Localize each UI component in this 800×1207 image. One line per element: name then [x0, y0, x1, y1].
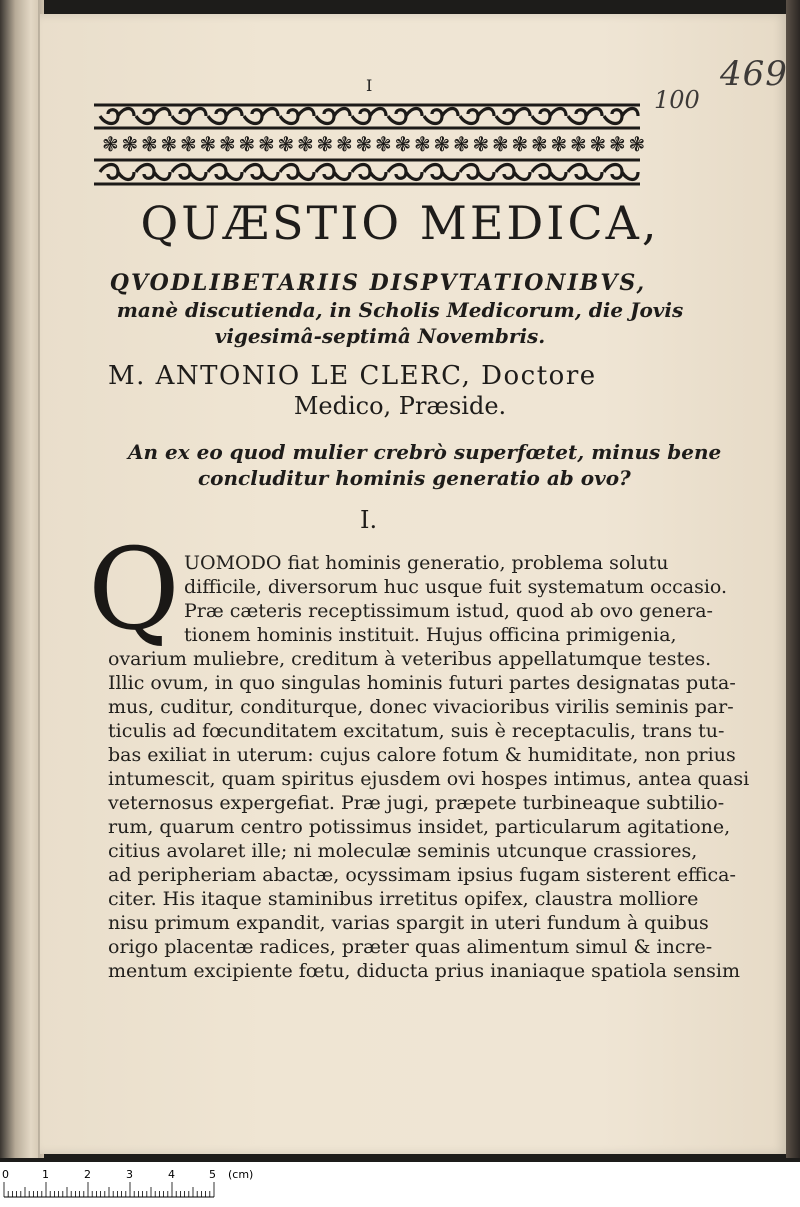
scale-tick-label: 5 — [209, 1168, 216, 1181]
star-ornament: ❃ — [531, 132, 548, 156]
scale-tick-label: 1 — [42, 1168, 49, 1181]
star-ornament: ❃ — [258, 132, 275, 156]
section-number: I. — [360, 506, 378, 534]
scroll-ornament — [460, 109, 494, 124]
star-ornament: ❃ — [102, 132, 119, 156]
scale-ruler — [4, 1182, 214, 1198]
scale-tick-label: 3 — [126, 1168, 133, 1181]
star-ornament: ❃ — [180, 132, 197, 156]
signature-mark: I — [366, 76, 373, 95]
body-line: ad peripheriam abactæ, ocyssimam ipsius fugam sisterent effica- — [108, 864, 736, 886]
star-ornament: ❃ — [492, 132, 509, 156]
scroll-ornament — [424, 165, 458, 180]
body-line: nisu primum expandit, varias spargit in uteri fundum à quibus — [108, 912, 709, 934]
star-ornament: ❃ — [433, 132, 451, 156]
star-ornament: ❃ — [355, 132, 373, 156]
scroll-ornament — [100, 109, 134, 124]
star-ornament: ❃ — [238, 132, 256, 156]
scroll-ornament — [532, 165, 566, 180]
body-line: rum, quarum centro potissimus insidet, particularum agitatione, — [108, 816, 731, 838]
folio-number: 469 — [720, 54, 788, 94]
body-line: mus, cuditur, conditurque, donec vivacioribus virilis seminis par- — [108, 696, 734, 718]
scale-tick-label: 0 — [2, 1168, 9, 1181]
question-line-2: concluditur hominis generatio ab ovo? — [198, 466, 631, 490]
body-line: citius avolaret ille; ni moleculæ seminis utcunque crassiores, — [108, 840, 698, 862]
star-ornament: ❃ — [141, 132, 158, 156]
body-line: intumescit, quam spiritus ejusdem ovi hospes intimus, antea quasi — [108, 768, 750, 790]
body-line: veternosus expergefiat. Præ jugi, præpete turbineaque subtilio- — [108, 792, 725, 814]
subtitle-line-2: manè discutienda, in Scholis Medicorum, die Jovis — [116, 298, 684, 322]
subtitle-line-3: vigesimâ-septimâ Novembris. — [214, 324, 546, 348]
body-line: bas exiliat in uterum: cujus calore fotum & humiditate, non prius — [108, 744, 736, 766]
scroll-ornament — [208, 165, 242, 180]
star-ornament: ❃ — [297, 132, 314, 156]
body-line: Præ cæteris receptissimum istud, quod ab ovo genera- — [184, 600, 713, 622]
scroll-ornament — [280, 165, 314, 180]
body-line: Illic ovum, in quo singulas hominis futuri partes designatas puta- — [108, 672, 736, 694]
star-ornament: ❃ — [589, 132, 607, 156]
page-number: 100 — [654, 86, 700, 114]
right-page-edge — [786, 0, 800, 1158]
star-ornament: ❃ — [414, 132, 431, 156]
scroll-ornament — [244, 109, 278, 124]
body-line: origo placentæ radices, præter quas alimentum simul & incre- — [108, 936, 713, 958]
star-ornament: ❃ — [277, 132, 295, 156]
star-ornament: ❃ — [472, 132, 490, 156]
scale-unit: (cm) — [228, 1168, 254, 1181]
praeses-title: Medico, Præside. — [293, 392, 507, 420]
scroll-ornament — [172, 165, 206, 180]
star-ornament: ❃ — [628, 132, 646, 156]
star-ornament: ❃ — [511, 132, 529, 156]
ornamental-headpiece — [94, 102, 646, 186]
scroll-ornament — [136, 165, 170, 180]
drop-cap: Q — [88, 525, 180, 655]
question-line-1: An ex eo quod mulier crebrò superfœtet, minus bene — [128, 440, 722, 464]
star-ornament: ❃ — [394, 132, 412, 156]
star-ornament: ❃ — [160, 132, 178, 156]
headpiece-star-row — [102, 132, 645, 156]
body-line: UOMODO fiat hominis generatio, problema solutu — [184, 552, 669, 574]
subtitle-line-1: QVODLIBETARIIS DISPVTATIONIBVS, — [109, 270, 647, 296]
scale-tick-label: 2 — [84, 1168, 91, 1181]
scroll-ornament — [388, 165, 422, 180]
scroll-ornament — [496, 109, 530, 124]
body-line: citer. His itaque staminibus irretitus opifex, claustra molliore — [108, 888, 699, 910]
scroll-ornament — [352, 165, 386, 180]
scroll-ornament — [388, 109, 422, 124]
scroll-ornament — [316, 165, 350, 180]
scroll-ornament — [496, 165, 530, 180]
measurement-scale — [0, 1162, 800, 1207]
left-page-edge — [0, 0, 44, 1158]
headpiece-scroll-row — [100, 109, 638, 124]
scroll-ornament — [604, 165, 638, 180]
body-line: tionem hominis instituit. Hujus officina primigenia, — [184, 624, 677, 646]
star-ornament: ❃ — [199, 132, 217, 156]
scroll-ornament — [352, 109, 386, 124]
star-ornament: ❃ — [336, 132, 353, 156]
page-title: QUÆSTIO MEDICA, — [140, 196, 660, 250]
scroll-ornament — [208, 109, 242, 124]
star-ornament: ❃ — [316, 132, 334, 156]
praeses-name: M. ANTONIO LE CLERC, Doctore — [108, 361, 597, 391]
scroll-ornament — [604, 109, 638, 124]
scroll-ornament — [100, 165, 134, 180]
star-ornament: ❃ — [375, 132, 392, 156]
star-ornament: ❃ — [550, 132, 568, 156]
scroll-ornament — [316, 109, 350, 124]
scroll-ornament — [136, 109, 170, 124]
scale-tick-label: 4 — [168, 1168, 175, 1181]
body-line: ticulis ad fœcunditatem excitatum, suis è receptaculis, trans tu- — [108, 720, 725, 742]
scroll-ornament — [280, 109, 314, 124]
star-ornament: ❃ — [609, 132, 626, 156]
body-line: ovarium muliebre, creditum à veteribus appellatumque testes. — [108, 648, 712, 670]
body-line: difficile, diversorum huc usque fuit systematum occasio. — [184, 576, 728, 598]
star-ornament: ❃ — [453, 132, 470, 156]
star-ornament: ❃ — [570, 132, 587, 156]
scroll-ornament — [244, 165, 278, 180]
scroll-ornament — [424, 109, 458, 124]
body-line: mentum excipiente fœtu, diducta prius inaniaque spatiola sensim — [108, 960, 741, 982]
scroll-ornament — [172, 109, 206, 124]
star-ornament: ❃ — [121, 132, 139, 156]
scroll-ornament — [532, 109, 566, 124]
scroll-ornament — [568, 165, 602, 180]
star-ornament: ❃ — [219, 132, 236, 156]
scroll-ornament — [568, 109, 602, 124]
headpiece-scroll-row-bottom — [100, 165, 638, 180]
scroll-ornament — [460, 165, 494, 180]
